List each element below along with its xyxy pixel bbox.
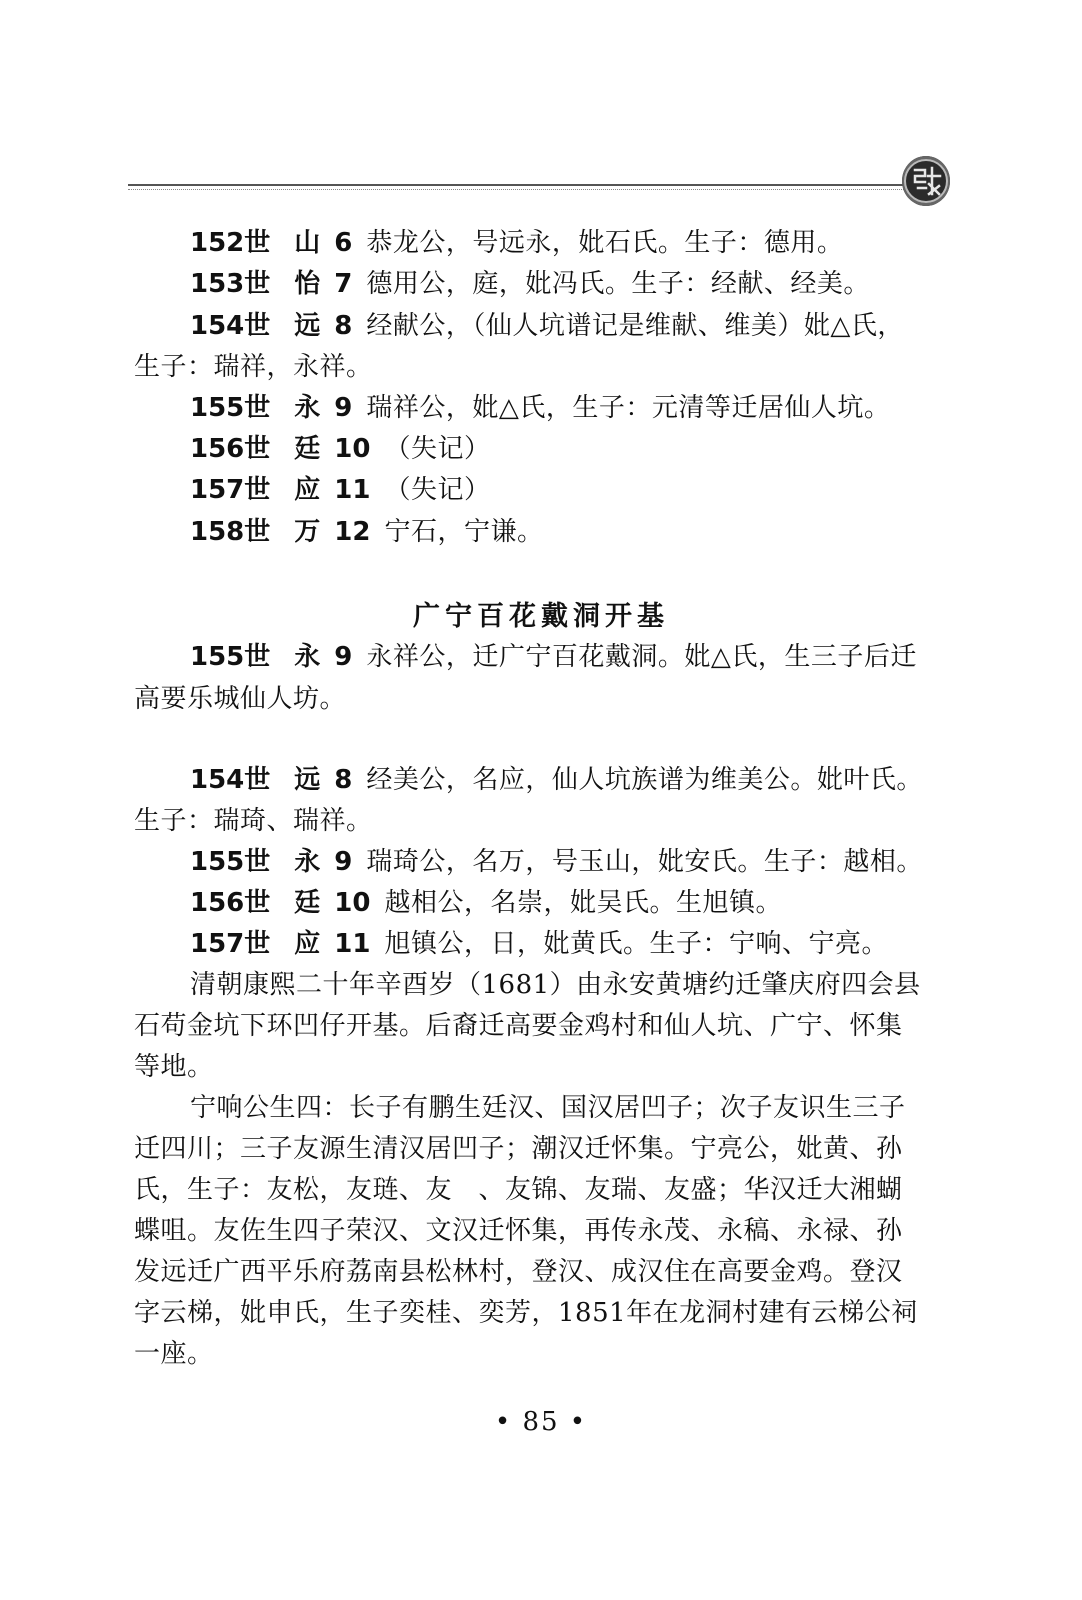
generation-num: 9 bbox=[334, 393, 353, 423]
generation-num: 9 bbox=[334, 847, 353, 877]
paragraph-1-line-1: 清朝康熙二十年辛酉岁（1681）由永安黄塘约迁肇庆府四会县 bbox=[190, 970, 921, 1000]
entry-text: 恭龙公，号远永，妣石氏。生子：德用。 bbox=[366, 228, 844, 258]
entry2-154 bbox=[190, 763, 923, 797]
generation-char: 怡 bbox=[294, 269, 321, 299]
generation-num: 11 bbox=[334, 475, 371, 505]
section-title: 广宁百花戴洞开基 bbox=[413, 601, 669, 632]
paragraph-2-line-1: 宁响公生四：长子有鹏生廷汉、国汉居凹子；次子友识生三子 bbox=[190, 1093, 906, 1123]
entry-155 bbox=[190, 391, 890, 425]
generation-label: 155世 bbox=[190, 393, 271, 423]
generation-label: 157世 bbox=[190, 475, 271, 505]
generation-label: 155世 bbox=[190, 642, 271, 672]
entry2-156 bbox=[190, 886, 782, 920]
paragraph-2-line-4: 蝶咀。友佐生四子荣汉、文汉迁怀集，再传永茂、永稿、永禄、孙 bbox=[134, 1216, 903, 1246]
entry-157 bbox=[190, 473, 491, 507]
generation-char: 万 bbox=[294, 517, 321, 547]
entry-152 bbox=[190, 226, 843, 260]
generation-num: 8 bbox=[334, 765, 353, 795]
entry-text: 经献公，（仙人坑谱记是维献、维美）妣△氏， bbox=[366, 311, 904, 341]
generation-label: 154世 bbox=[190, 311, 271, 341]
generation-num: 10 bbox=[334, 888, 371, 918]
generation-num: 10 bbox=[334, 434, 371, 464]
generation-label: 155世 bbox=[190, 847, 271, 877]
paragraph-1-line-2: 石苟金坑下环凹仔开基。后裔迁高要金鸡村和仙人坑、广宁、怀集 bbox=[134, 1011, 903, 1041]
paragraph-2-line-7: 一座。 bbox=[134, 1339, 214, 1369]
entry-text: 经美公，名应，仙人坑族谱为维美公。妣叶氏。 bbox=[366, 765, 923, 795]
paragraph-1-line-3: 等地。 bbox=[134, 1052, 214, 1082]
generation-label: 156世 bbox=[190, 434, 271, 464]
page-number: • 85 • bbox=[494, 1407, 588, 1437]
entry2-155 bbox=[190, 845, 923, 879]
entry-text: 越相公，名崇，妣吴氏。生旭镇。 bbox=[384, 888, 782, 918]
generation-char: 永 bbox=[294, 847, 321, 877]
paragraph-2-line-2: 迁四川；三子友源生清汉居凹子；潮汉迁怀集。宁亮公，妣黄、孙 bbox=[134, 1134, 903, 1164]
generation-label: 157世 bbox=[190, 929, 271, 959]
generation-char: 山 bbox=[294, 228, 321, 258]
paragraph-2-line-5: 发远迁广西平乐府荔南县松林村，登汉、成汉住在高要金鸡。登汉 bbox=[134, 1257, 903, 1287]
entry-text: （失记） bbox=[384, 434, 491, 464]
generation-num: 7 bbox=[334, 269, 353, 299]
section-entry-155 bbox=[190, 640, 917, 674]
generation-char: 永 bbox=[294, 642, 321, 672]
entry-154-continuation: 生子：瑞祥，永祥。 bbox=[134, 352, 373, 382]
generation-char: 应 bbox=[294, 929, 321, 959]
entry-text: 瑞祥公，妣△氏，生子：元清等迁居仙人坑。 bbox=[366, 393, 891, 423]
generation-char: 永 bbox=[294, 393, 321, 423]
entry-154 bbox=[190, 309, 904, 343]
generation-num: 11 bbox=[334, 929, 371, 959]
generation-num: 6 bbox=[334, 228, 353, 258]
generation-char: 廷 bbox=[294, 888, 321, 918]
generation-label: 154世 bbox=[190, 765, 271, 795]
paragraph-2-line-6: 字云梯，妣申氏，生子奕桂、奕芳，1851年在龙洞村建有云梯公祠 bbox=[134, 1298, 918, 1328]
paragraph-2-line-3: 氏，生子：友松，友琏、友 、友锦、友瑞、友盛；华汉迁大湘蝴 bbox=[134, 1175, 903, 1205]
entry-text: 德用公，庭，妣冯氏。生子：经献、经美。 bbox=[366, 269, 870, 299]
entry2-157 bbox=[190, 927, 888, 961]
entry-text: 旭镇公，日，妣黄氏。生子：宁响、宁亮。 bbox=[384, 929, 888, 959]
generation-num: 12 bbox=[334, 517, 371, 547]
entry2-154-continuation: 生子：瑞琦、瑞祥。 bbox=[134, 806, 373, 836]
entry-text: 瑞琦公，名万，号玉山，妣安氏。生子：越相。 bbox=[366, 847, 923, 877]
generation-label: 153世 bbox=[190, 269, 271, 299]
generation-label: 152世 bbox=[190, 228, 271, 258]
generation-label: 156世 bbox=[190, 888, 271, 918]
section-entry-155-continuation: 高要乐城仙人坊。 bbox=[134, 684, 347, 714]
generation-char: 远 bbox=[294, 311, 321, 341]
generation-char: 应 bbox=[294, 475, 321, 505]
generation-label: 158世 bbox=[190, 517, 271, 547]
entry-text: 永祥公，迁广宁百花戴洞。妣△氏，生三子后迁 bbox=[366, 642, 917, 672]
entry-text: 宁石，宁谦。 bbox=[384, 517, 544, 547]
entry-156 bbox=[190, 432, 491, 466]
entry-text: （失记） bbox=[384, 475, 491, 505]
generation-num: 9 bbox=[334, 642, 353, 672]
generation-num: 8 bbox=[334, 311, 353, 341]
generation-char: 廷 bbox=[294, 434, 321, 464]
generation-char: 远 bbox=[294, 765, 321, 795]
entry-153 bbox=[190, 267, 870, 301]
entry-158 bbox=[190, 515, 544, 549]
